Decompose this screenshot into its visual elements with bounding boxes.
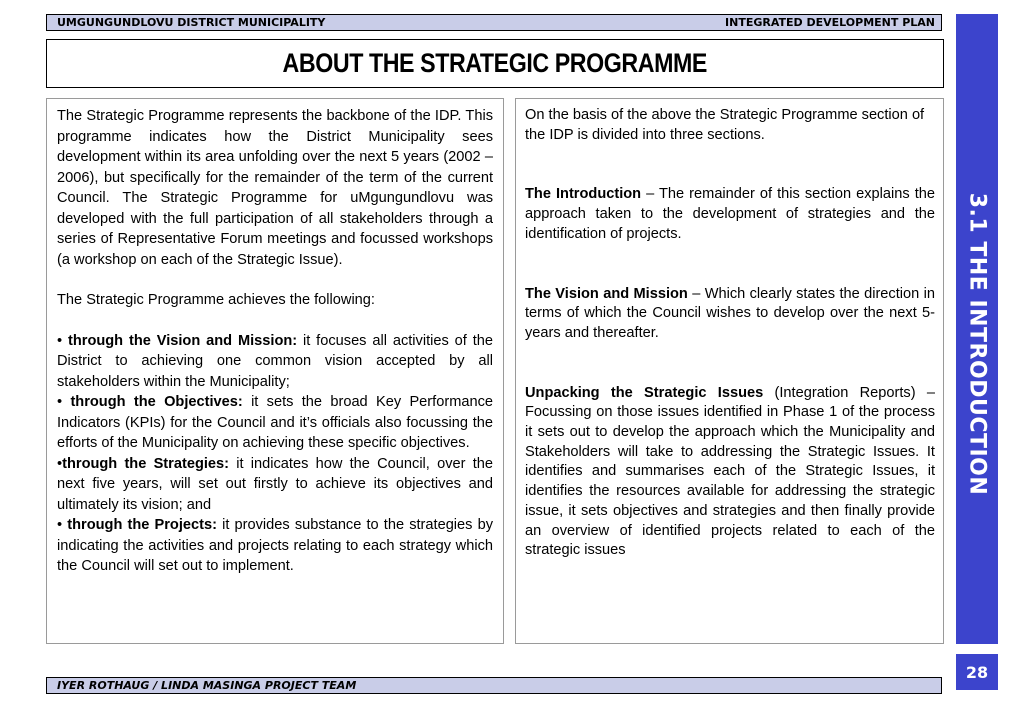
right-column <box>515 98 944 644</box>
section-heading: Unpacking the Strategic Issues <box>525 384 764 401</box>
bullet-marker: • <box>57 517 68 533</box>
section-heading: The Introduction <box>525 186 642 203</box>
header-right-text: INTEGRATED DEVELOPMENT PLAN <box>725 16 935 29</box>
bullet-item <box>57 454 493 516</box>
section-item <box>525 384 935 561</box>
left-paragraph-2: The Strategic Programme achieves the following: <box>57 292 375 308</box>
section-label: 3.1 THE INTRODUCTION <box>964 192 990 496</box>
bullet-marker: • <box>57 455 63 472</box>
section-item <box>525 185 935 244</box>
bullet-text: it indicates how the Council, over the next five years, will set out firstly to achieve its objectives and ultimately its vision; and <box>57 455 493 513</box>
bullet-marker: • <box>57 394 71 410</box>
page-number: 28 <box>956 654 998 690</box>
section-text: – The remainder of this section explains the approach taken to the development of strategies and the identification of projects. <box>525 186 935 242</box>
title-box <box>46 39 944 88</box>
bullet-item <box>57 331 493 393</box>
left-paragraph-1: The Strategic Programme represents the backbone of the IDP. This programme indicates how the District Municipality sees development within its area unfolding over the next 5 years (2002 – 2006), but specifically for the remainder of the term of the current Council. The Strategic Programme for uMgungundlovu was developed with the full participation of all stakeholders through a series of Representative Forum meetings and focussed workshops (a workshop on each of the Strategic Issue). <box>57 108 493 268</box>
bullet-item <box>57 515 493 577</box>
bullet-heading: through the Projects: <box>67 517 217 533</box>
section-item <box>525 285 935 344</box>
footer-bar <box>46 677 942 694</box>
header-bar <box>46 14 942 31</box>
section-sidebar <box>956 14 998 644</box>
bullet-heading: through the Objectives: <box>70 394 243 410</box>
bullet-text: it provides substance to the strategies by indicating the activities and projects relating to each strategy which the Council will set out to implement. <box>57 517 494 574</box>
bullet-text: it sets the broad Key Performance Indicators (KPIs) for the Council and it’s officials also focussing the efforts of the Municipality on achieving these specific objectives. <box>57 394 493 451</box>
bullet-item <box>57 392 493 454</box>
bullet-marker: • <box>57 332 68 349</box>
page-title: ABOUT THE STRATEGIC PROGRAMME <box>282 48 708 78</box>
left-column <box>46 98 504 644</box>
footer-text: IYER ROTHAUG / LINDA MASINGA PROJECT TEAM <box>57 679 357 692</box>
bullet-text: it focuses all activities of the District to achieving one common vision accepted by all stakeholders within the Municipality; <box>57 332 493 390</box>
bullet-heading: through the Strategies: <box>62 455 230 472</box>
right-paragraph-1: On the basis of the above the Strategic Programme section of the IDP is divided into three sections. <box>525 107 925 143</box>
bullet-heading: through the Vision and Mission: <box>67 332 298 349</box>
section-text: – Which clearly states the direction in terms of which the Council wishes to develop over the next 5-years and thereafter. <box>525 285 935 341</box>
section-text: (Integration Reports) – Focussing on those issues identified in Phase 1 of the process it sets out to develop the approach which the Municipality and Stakeholders will take to addressing the Strategic Issues. It identifies and summarises each of the Strategic Issues, it identifies the resources available for addressing the strategic issue, it sets objectives and strategies and then finally provide an overview of identified projects related to each of the strategic issues <box>525 384 935 559</box>
header-left-text: UMGUNGUNDLOVU DISTRICT MUNICIPALITY <box>57 16 326 29</box>
section-heading: The Vision and Mission <box>525 285 688 302</box>
